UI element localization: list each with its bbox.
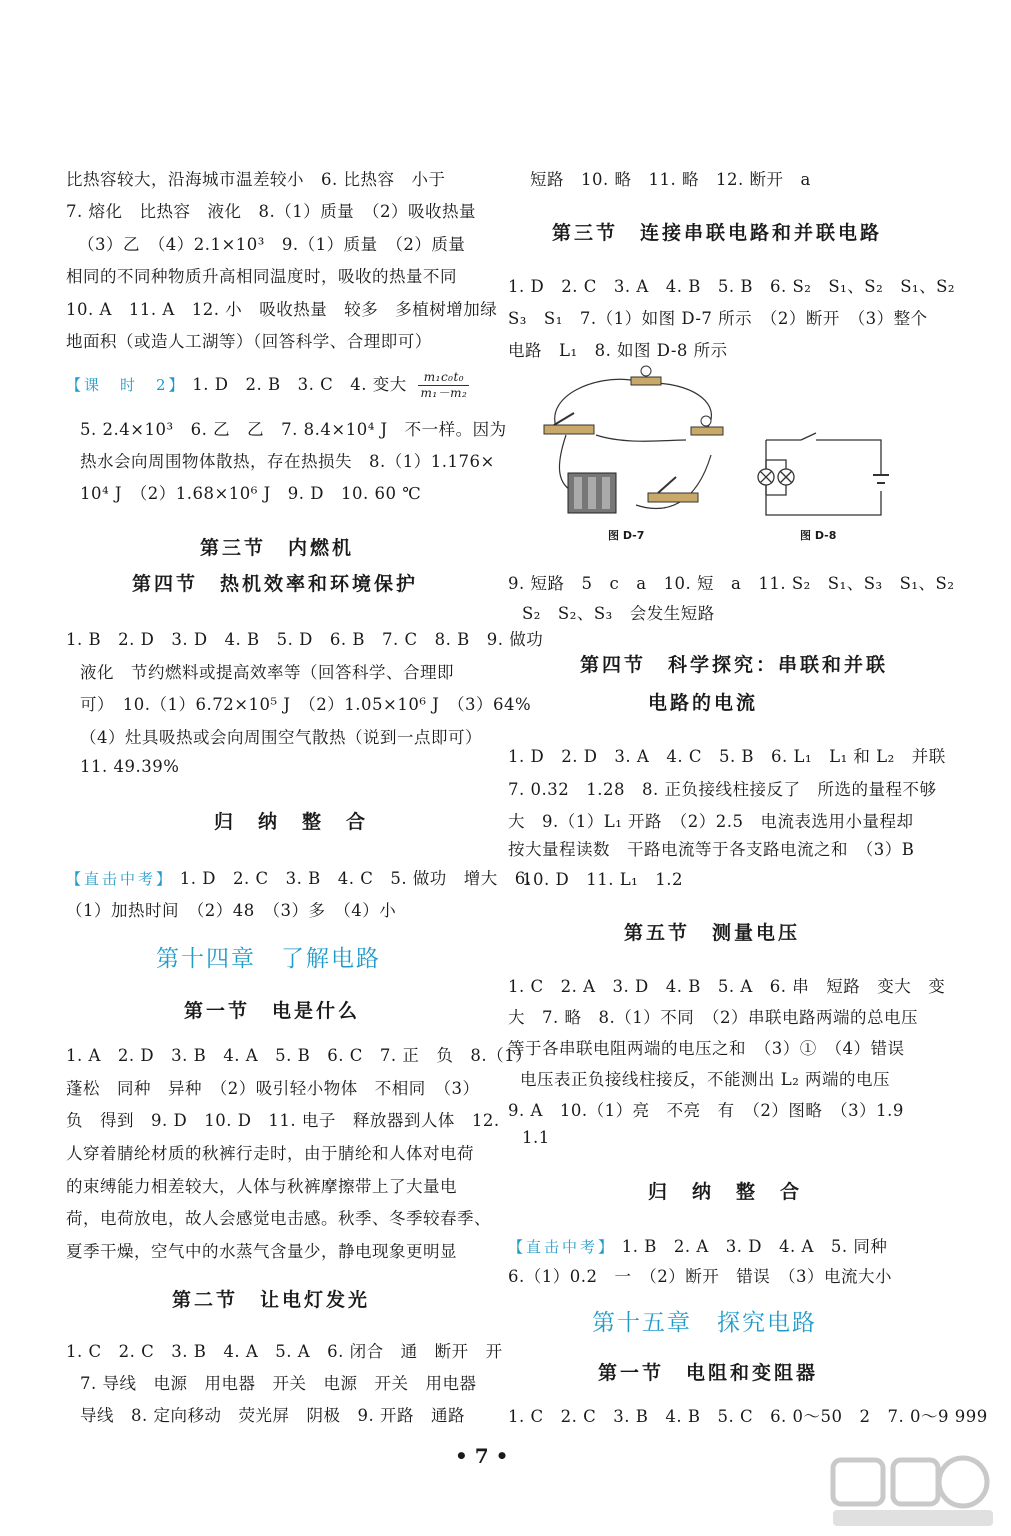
fraction [418,370,469,401]
text-line: 电路 L₁ 8. 如图 D-8 所示 [508,341,728,360]
section-title: 第四节 热机效率和环境保护 [132,573,419,595]
text-line: 等于各串联电阻两端的电压之和 （3）① （4）错误 [508,1039,905,1058]
page-number: • 7 • [455,1444,509,1468]
text-line: 比热容较大，沿海城市温差较小 6. 比热容 小于 [66,170,446,189]
fraction-numerator: m₁c₀t₀ [418,370,469,386]
figure-d7 [536,365,736,525]
zhongkao-tag: 【直击中考】 [66,870,175,888]
summary-title: 归 纳 整 合 [648,1181,803,1203]
text-line: （3）乙 （4）2.1×10³ 9.（1）质量 （2）质量 [78,235,466,254]
text-line: 可） 10.（1）6.72×10⁵ J （2）1.05×10⁶ J （3）64% [80,695,532,714]
text-line: 人穿着腈纶材质的秋裤行走时，由于腈纶和人体对电荷 [66,1144,474,1163]
section-title: 第五节 测量电压 [624,922,801,944]
text-line: 7. 导线 电源 用电器 开关 电源 开关 用电器 [80,1374,477,1393]
chapter-title: 第十四章 了解电路 [156,946,381,972]
text-line: 按大量程读数 干路电流等于各支路电流之和 （3）B [508,840,915,859]
figure-d8 [746,425,896,521]
text-line: 1. C 2. A 3. D 4. B 5. A 6. 串 短路 变大 变 [508,977,946,996]
text-line: 9. A 10.（1）亮 不亮 有 （2）图略 （3）1.9 [508,1101,904,1120]
zhongkao-text: 1. B 2. A 3. D 4. A 5. 同种 [621,1237,888,1256]
section-title: 第三节 连接串联电路和并联电路 [552,222,883,244]
bulb-l1 [691,416,723,435]
text-line: 液化 节约燃料或提高效率等（回答科学、合理即 [80,663,454,682]
text-line: 热水会向周围物体散热，存在热损失 8.（1）1.176× [80,452,495,471]
text-line: 6.（1）0.2 一 （2）断开 错误 （3）电流大小 [508,1267,892,1286]
zhongkao-line [508,1233,887,1257]
text-line: 11. 49.39% [80,757,180,776]
text-line: 蓬松 同种 异种 （2）吸引轻小物体 不相同 （3） [66,1079,480,1098]
text-line: 相同的不同种物质升高相同温度时，吸收的热量不同 [66,267,457,286]
text-line: 1. B 2. D 3. D 4. B 5. D 6. B 7. C 8. B 9. 做功 [66,630,544,649]
battery [568,473,616,513]
chapter-title: 第十五章 探究电路 [592,1310,817,1336]
text-line: 1. C 2. C 3. B 4. A 5. A 6. 闭合 通 断开 开 [66,1342,503,1361]
text-line: 1. D 2. C 3. A 4. B 5. B 6. S₂ S₁、S₂ S₁、S₂ [508,277,956,296]
section-title: 第四节 科学探究：串联和并联 [580,654,889,676]
section-title: 电路的电流 [648,692,759,714]
text-line: 1. D 2. D 3. A 4. C 5. B 6. L₁ L₁ 和 L₂ 并联 [508,747,946,766]
section-title: 第三节 内燃机 [200,537,355,559]
figure-caption: 图 D-8 [800,529,837,542]
section-title: 第一节 电是什么 [184,1000,361,1022]
text-line: 负 得到 9. D 10. D 11. 电子 释放器到人体 12. [66,1111,500,1130]
keshi2-line [66,370,469,401]
fraction-denominator: m₁－m₂ [420,386,468,400]
text-line: 1.1 [522,1128,550,1147]
text-line: 夏季干燥，空气中的水蒸气含量少，静电现象更明显 [66,1242,457,1261]
switch-s [648,477,698,502]
text-line: （1）加热时间 （2）48 （3）多 （4）小 [66,901,397,920]
figure-caption: 图 D-7 [608,529,645,542]
bulb-l2 [631,366,661,385]
text-line: 电压表正负接线柱接反，不能测出 L₂ 两端的电压 [520,1070,891,1089]
text-line: 导线 8. 定向移动 荧光屏 阴极 9. 开路 通路 [80,1406,465,1425]
keshi2-tag: 【课 时 2】 [66,376,187,394]
switch-s1 [544,413,594,434]
summary-title: 归 纳 整 合 [214,811,369,833]
keshi2-text: 1. D 2. B 3. C 4. 变大 [192,375,407,394]
text-line: 短路 10. 略 11. 略 12. 断开 a [530,170,811,189]
text-line: （4）灶具吸热或会向周围空气散热（说到一点即可） [80,728,482,747]
text-line: 大 9.（1）L₁ 开路 （2）2.5 电流表选用小量程却 [508,812,914,831]
text-line: 9. 短路 5 c a 10. 短 a 11. S₂ S₁、S₃ S₁、S₂ [508,574,955,593]
text-line: 1. A 2. D 3. B 4. A 5. B 6. C 7. 正 负 8.（1） [66,1046,533,1065]
text-line: 7. 0.32 1.28 8. 正负接线柱接反了 所选的量程不够 [508,780,937,799]
text-line: 1. C 2. C 3. B 4. B 5. C 6. 0～50 2 7. 0～9 999 [508,1407,988,1426]
zhongkao-line [66,865,532,889]
section-title: 第一节 电阻和变阻器 [598,1362,819,1384]
text-line: 10. D 11. L₁ 1.2 [522,870,684,889]
zhongkao-text: 1. D 2. C 3. B 4. C 5. 做功 增大 6. [179,869,532,888]
section-title: 第二节 让电灯发光 [172,1289,371,1311]
text-line: S₃ S₁ 7.（1）如图 D-7 所示 （2）断开 （3）整个 [508,309,928,328]
text-line: 5. 2.4×10³ 6. 乙 乙 7. 8.4×10⁴ J 不一样。因为 [80,420,507,439]
text-line: 地面积（或造人工湖等）（回答科学、合理即可） [66,332,432,351]
text-line: S₂ S₂、S₃ 会发生短路 [522,604,715,623]
text-line: 10. A 11. A 12. 小 吸收热量 较多 多植树增加绿 [66,300,498,319]
text-line: 的束缚能力相差较大，人体与秋裤摩擦带上了大量电 [66,1177,457,1196]
watermark-logo [813,1450,1003,1530]
text-line: 大 7. 略 8.（1）不同 （2）串联电路两端的总电压 [508,1008,918,1027]
zhongkao-tag: 【直击中考】 [508,1238,617,1256]
text-line: 10⁴ J （2）1.68×10⁶ J 9. D 10. 60 ℃ [80,484,422,503]
text-line: 荷，电荷放电，故人会感觉电击感。秋季、冬季较春季、 [66,1209,491,1228]
text-line: 7. 熔化 比热容 液化 8.（1）质量 （2）吸收热量 [66,202,476,221]
